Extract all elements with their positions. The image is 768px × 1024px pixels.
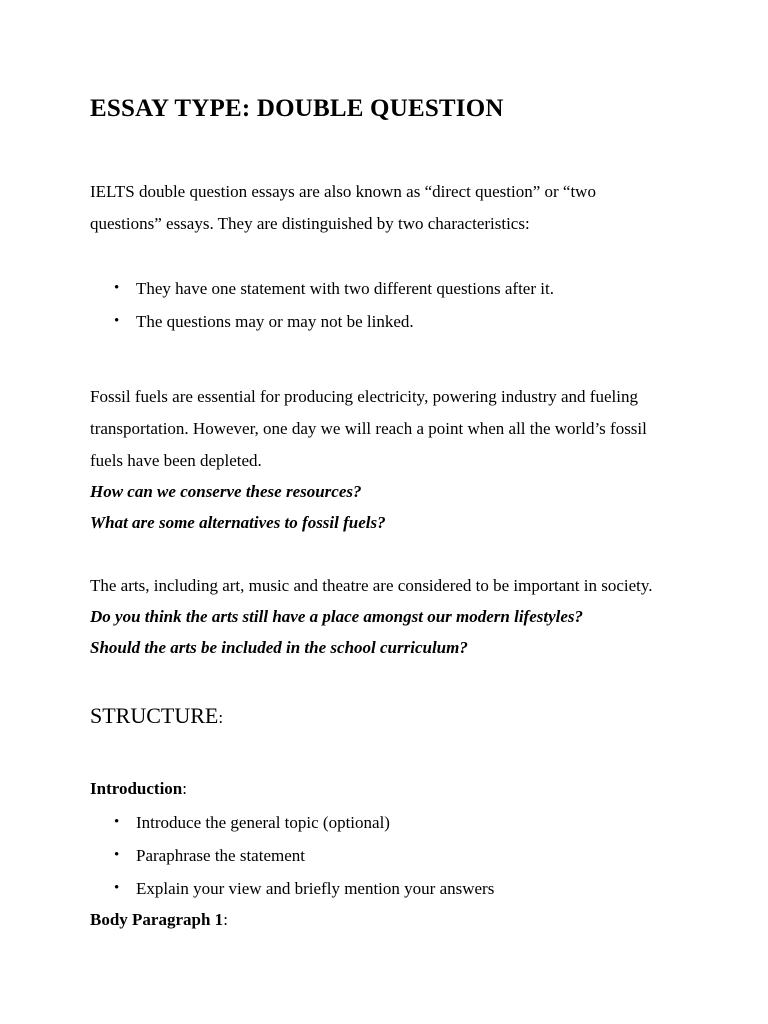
list-item xyxy=(90,806,700,839)
list-item xyxy=(90,305,700,338)
question: Do you think the arts still have a place amongst our modern lifestyles? xyxy=(90,607,584,626)
introduction-label xyxy=(90,774,700,804)
body-paragraph-1-label xyxy=(90,905,700,935)
bullet-icon: • xyxy=(114,280,120,296)
example2-statement: The arts, including art, music and theatre are considered to be important in society. xyxy=(90,576,653,595)
bullet-icon: • xyxy=(114,880,120,896)
introduction-label-colon: : xyxy=(182,779,187,798)
list-item xyxy=(90,272,700,305)
list-item-text: The questions may or may not be linked. xyxy=(136,312,414,331)
list-item-text: Explain your view and briefly mention your answers xyxy=(136,879,495,898)
structure-heading-colon: : xyxy=(218,708,224,727)
intro-paragraph xyxy=(90,176,700,240)
example1-questions xyxy=(90,476,700,538)
question: Should the arts be included in the school curriculum? xyxy=(90,638,468,657)
list-item-text: They have one statement with two different questions after it. xyxy=(136,279,554,298)
characteristics-list xyxy=(90,272,700,338)
introduction-label-text: Introduction xyxy=(90,779,183,798)
body-paragraph-1-label-text: Body Paragraph 1 xyxy=(90,910,224,929)
statement-line: Fossil fuels are essential for producing electricity, powering industry and fueling xyxy=(90,387,638,406)
list-item xyxy=(90,839,700,872)
bullet-icon: • xyxy=(114,313,120,329)
example1-statement xyxy=(90,381,700,477)
structure-heading-text: STRUCTURE xyxy=(90,703,219,728)
question: How can we conserve these resources? xyxy=(90,482,362,501)
document-title: ESSAY TYPE: DOUBLE QUESTION xyxy=(90,95,504,122)
example2-questions xyxy=(90,601,700,663)
introduction-list xyxy=(90,806,700,905)
statement-line: fuels have been depleted. xyxy=(90,451,262,470)
structure-heading xyxy=(90,701,700,733)
bullet-icon: • xyxy=(114,847,120,863)
statement-line: transportation. However, one day we will reach a point when all the world’s fossil xyxy=(90,419,647,438)
list-item-text: Paraphrase the statement xyxy=(136,846,305,865)
intro-line: IELTS double question essays are also known as “direct question” or “two xyxy=(90,182,596,201)
bullet-icon: • xyxy=(114,814,120,830)
intro-line: questions” essays. They are distinguished by two characteristics: xyxy=(90,214,530,233)
question: What are some alternatives to fossil fuels? xyxy=(90,513,386,532)
list-item xyxy=(90,872,700,905)
body-paragraph-1-label-colon: : xyxy=(223,910,228,929)
list-item-text: Introduce the general topic (optional) xyxy=(136,813,390,832)
